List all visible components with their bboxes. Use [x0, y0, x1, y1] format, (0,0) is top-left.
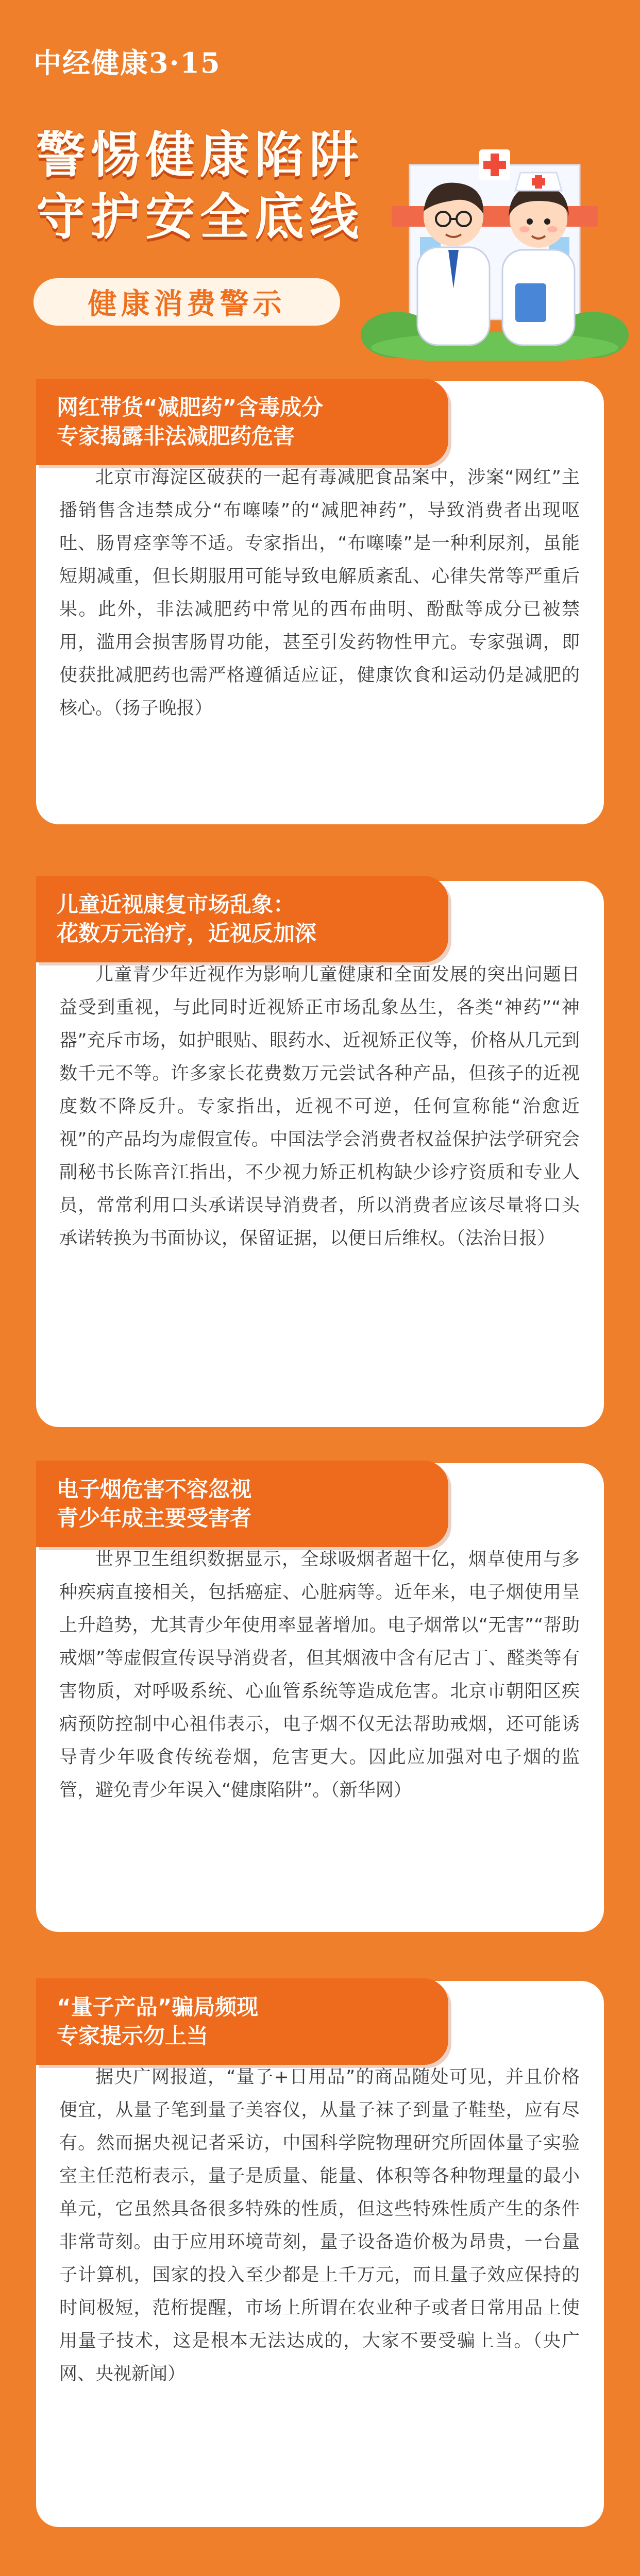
- article-1-body: 北京市海淀区破获的一起有毒减肥食品案中，涉案“网红”主播销售含违禁成分“布噻嗪”的“减肥神药”，导致消费者出现呕吐、肠胃痉挛等不适。专家指出，“布噻嗪”是一种利尿剂，虽能短期减重，但长期服用可能导致电解质紊乱、心律失常等严重后果。此外，非法减肥药中常见的西布曲明、酚酞等成分已被禁用，滥用会损害肠胃功能，甚至引发药物性甲亢。专家强调，即使获批减肥药也需严格遵循适应证，健康饮食和运动仍是减肥的核心。（扬子晚报）: [59, 467, 580, 719]
- article-2-body: 儿童青少年近视作为影响儿童健康和全面发展的突出问题日益受到重视，与此同时近视矫正市场乱象丛生，各类“神药”“神器”充斥市场，如护眼贴、眼药水、近视矫正仪等，价格从几元到数千元不等。许多家长花费数万元尝试各种产品，但孩子的近视度数不降反升。专家指出，近视不可逆，任何宣称能“治愈近视”的产品均为虚假宣传。中国法学会消费者权益保护法学研究会副秘书长陈音江指出，不少视力矫正机构缺少诊疗资质和专业人员，常常利用口头承诺误导消费者，所以消费者应该尽量将口头承诺转换为书面协议，保留证据，以便日后维权。（法治日报）: [59, 964, 580, 1249]
- article-2-title-line-2: 花数万元治疗，近视反加深: [57, 921, 317, 946]
- section-pill-label: 健康消费警示: [33, 278, 340, 326]
- page-title-line-2: 守护安全底线: [36, 188, 364, 246]
- page-title-line-1: 警惕健康陷阱: [36, 126, 364, 184]
- article-3-title-line-1: 电子烟危害不容忽视: [57, 1477, 252, 1502]
- article-2-title-tag: [36, 876, 448, 962]
- doctor-nurse-hospital-illustration: [361, 118, 629, 361]
- article-1-title-line-1: 网红带货“减肥药”含毒成分: [57, 395, 324, 420]
- article-1-title-line-2: 专家揭露非法减肥药危害: [57, 423, 295, 449]
- header-banner: [0, 0, 640, 361]
- article-1-title-tag: [36, 379, 448, 465]
- article-4-body: 据央广网报道，“量子+日用品”的商品随处可见，并且价格便宜，从量子笔到量子美容仪，从量子袜子到量子鞋垫，应有尽有。然而据央视记者采访，中国科学院物理研究所固体量子实验室主任范桁表示，量子是质量、能量、体积等各种物理量的最小单元，它虽然具备很多特殊的性质，但这些特殊性质产生的条件非常苛刻。由于应用环境苛刻，量子设备造价极为昂贵，一台量子计算机，国家的投入至少都是上千万元，而且量子效应保持的时间极短，范桁提醒，市场上所谓在农业种子或者日常用品上使用量子技术，这是根本无法达成的，大家不要受骗上当。（央广网、央视新闻）: [59, 2067, 580, 2384]
- article-2-title-line-1: 儿童近视康复市场乱象：: [57, 892, 295, 917]
- brand-logo-text: 中经健康3·15: [33, 46, 221, 79]
- article-3-title-tag: [36, 1461, 448, 1547]
- article-3-title-line-2: 青少年成主要受害者: [57, 1505, 252, 1531]
- article-3-body: 世界卫生组织数据显示，全球吸烟者超十亿，烟草使用与多种疾病直接相关，包括癌症、心脏病等。近年来，电子烟使用呈上升趋势，尤其青少年使用率显著增加。电子烟常以“无害”“帮助戒烟”等虚假宣传误导消费者，但其烟液中含有尼古丁、醛类等有害物质，对呼吸系统、心血管系统等造成危害。北京市朝阳区疾病预防控制中心祖伟表示，电子烟不仅无法帮助戒烟，还可能诱导青少年吸食传统卷烟，危害更大。因此应加强对电子烟的监管，避免青少年误入“健康陷阱”。（新华网）: [59, 1549, 580, 1801]
- article-4-title-line-1: “量子产品”骗局频现: [57, 1994, 259, 2020]
- article-4-title-line-2: 专家提示勿上当: [57, 2023, 209, 2048]
- article-4-title-tag: [36, 1978, 448, 2065]
